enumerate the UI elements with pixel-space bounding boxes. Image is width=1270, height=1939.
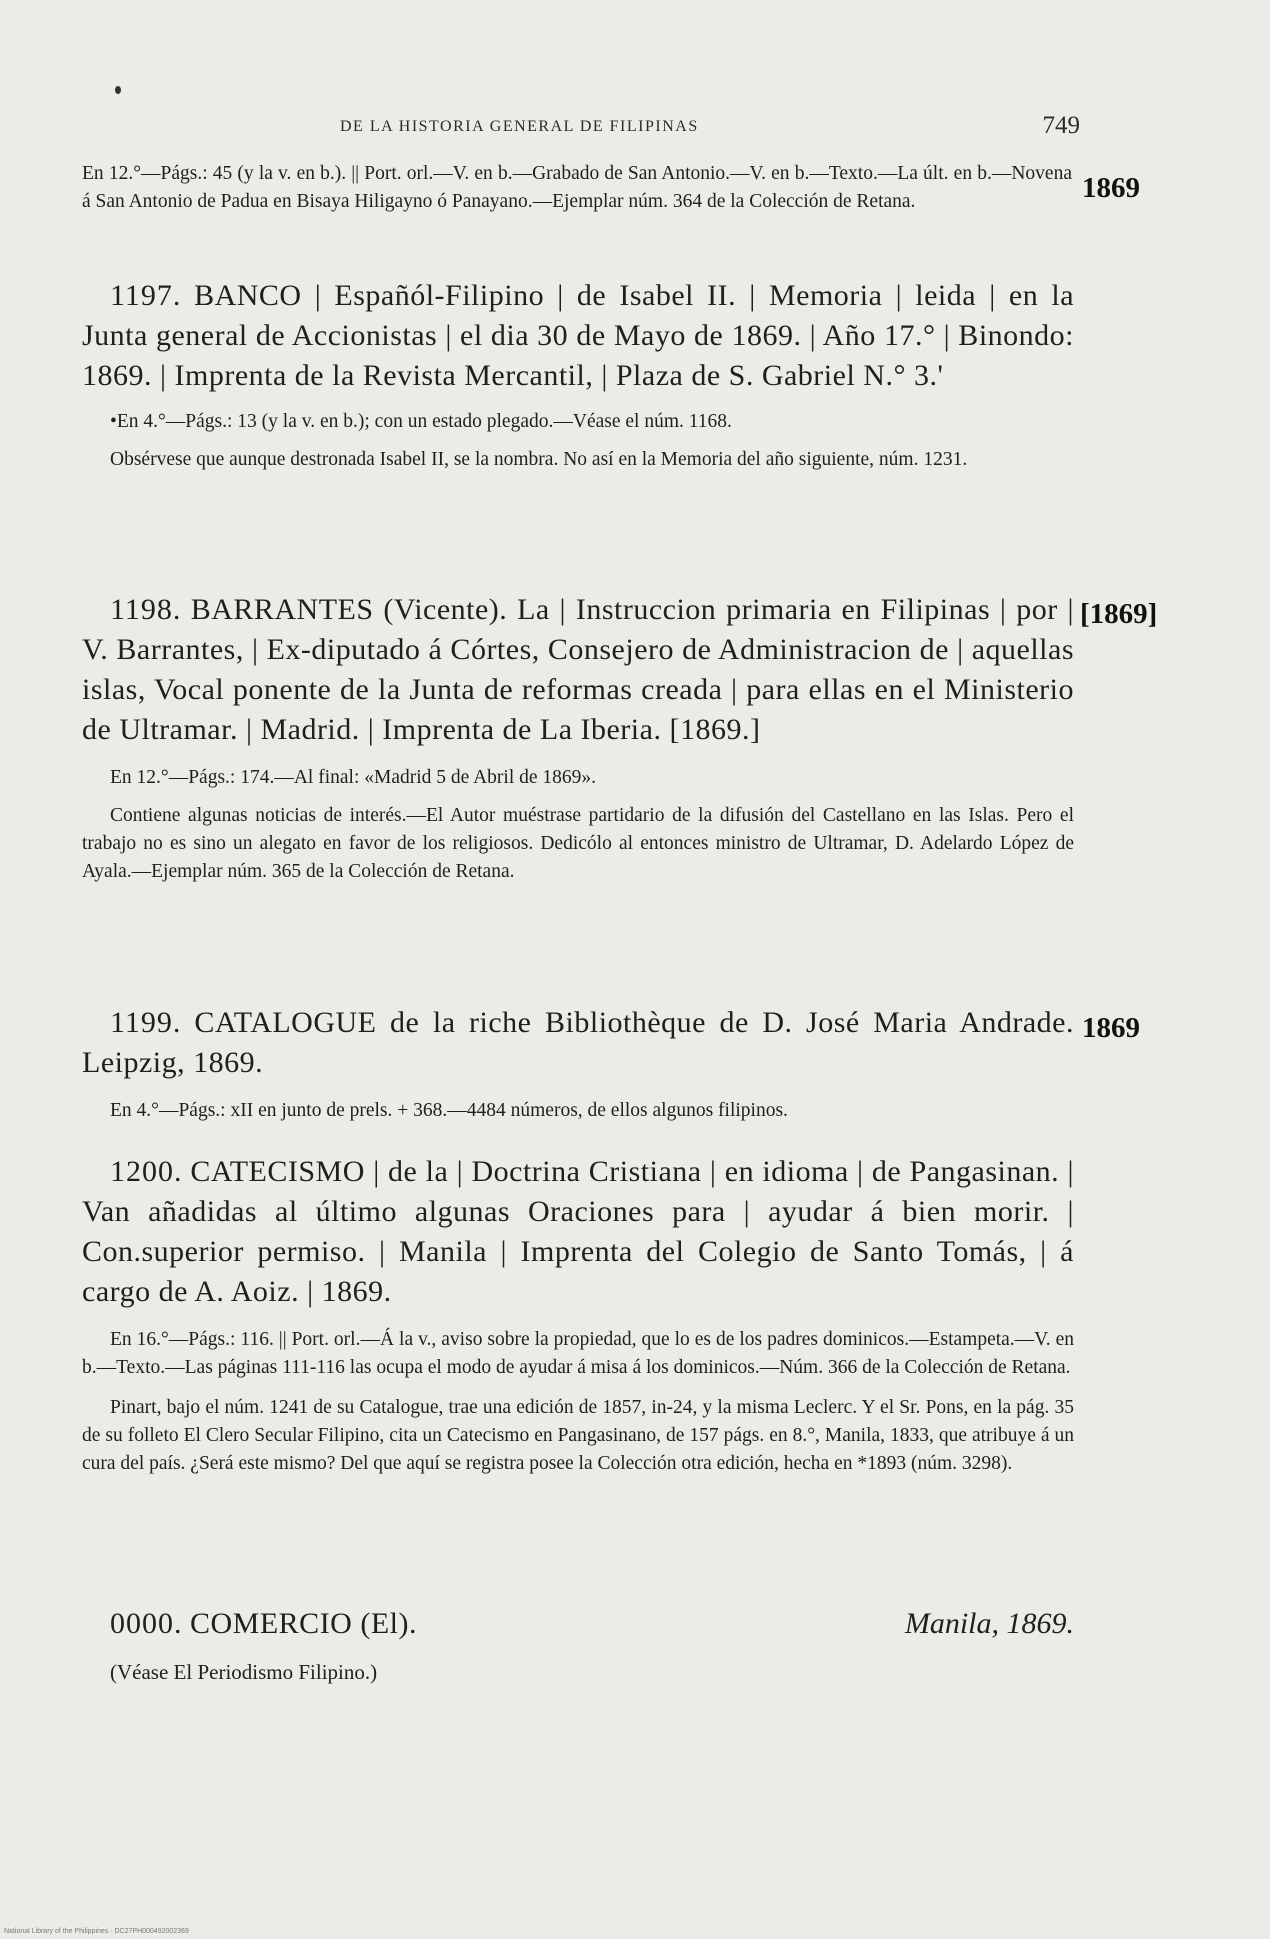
entry-number: 0000.	[110, 1607, 183, 1640]
running-head: DE LA HISTORIA GENERAL DE FILIPINAS	[340, 118, 699, 135]
entry-place-date: Manila, 1869.	[904, 1607, 1074, 1640]
entry-title-text: BARRANTES (Vicente). La | Instruccion primaria en Filipinas | por | V. Barrantes, | Ex-diputado á Córtes, Consejero de Administracion de | aquellas islas, Vocal ponente de la Junta de reformas creada | para ellas en el Ministerio de Ultramar. | Madrid. | Imprenta de La Iberia. [1869.]	[82, 593, 1074, 746]
entry-title-text: CATALOGUE de la riche Bibliothèque de D. José Maria Andrade. Leipzig, 1869.	[82, 1006, 1074, 1079]
top-note: En 12.°—Págs.: 45 (y la v. en b.). || Port. orl.—V. en b.—Grabado de San Antonio.—V. en b.—Texto.—La últ. en b.—Novena á San Antonio de Padua en Bisaya Hiligayno ó Panayano.—Ejemplar núm. 364 de la Colección de Retana.	[82, 163, 1072, 212]
entry-note: Pinart, bajo el núm. 1241 de su Catalogue, trae una edición de 1857, in-24, y la misma Leclerc. Y el Sr. Pons, en la pág. 35 de su folleto El Clero Secular Filipino, cita un Catecismo en Pangasinano, de 157 págs. en 8.°, Manila, 1833, que atribuye á un cura del país. ¿Será este mismo? Del que aquí se registra posee la Colección otra edición, hecha en *1893 (núm. 3298).	[82, 1397, 1074, 1474]
entry-note: Contiene algunas noticias de interés.—El Autor muéstrase partidario de la difusión del Castellano en las Islas. Pero el trabajo no es sino un alegato en favor de los religiosos. Dedicólo al entonces ministro de Ultramar, D. Adelardo López de Ayala.—Ejemplar núm. 365 de la Colección de Retana.	[82, 805, 1074, 882]
entry-1199	[82, 1003, 1074, 1125]
entry-1198	[82, 590, 1074, 886]
entry-year: 1869	[1082, 1012, 1140, 1044]
entry-title	[82, 276, 1074, 396]
top-note-block	[82, 160, 1072, 216]
entry-1197	[82, 276, 1074, 474]
entry-title	[82, 1152, 1074, 1312]
page-header	[80, 112, 1080, 152]
top-year: 1869	[1082, 172, 1140, 204]
entry-title-text: BANCO | Españól-Filipino | de Isabel II. | Memoria | leida | en la Junta general de Accionistas | el dia 30 de Mayo de 1869. | Año 17.° | Binondo: 1869. | Imprenta de la Revista Mercantil, | Plaza de S. Gabriel N.° 3.'	[82, 279, 1075, 392]
entry-note: En 4.°—Págs.: xII en junto de prels. + 368.—4484 números, de ellos algunos filipinos.	[110, 1100, 788, 1121]
entry-note: •En 4.°—Págs.: 13 (y la v. en b.); con un estado plegado.—Véase el núm. 1168.	[110, 411, 732, 432]
entry-title	[82, 1604, 1074, 1644]
entry-note: Obsérvese que aunque destronada Isabel II, se la nombra. No así en la Memoria del año siguiente, núm. 1231.	[110, 449, 968, 470]
entry-number: 1200.	[110, 1155, 183, 1188]
entry-title	[82, 1003, 1074, 1083]
entry-number: 1197.	[110, 279, 182, 312]
footer-credit: National Library of the Philippines · DC27PH000492002369	[4, 1928, 189, 1935]
entry-note: En 16.°—Págs.: 116. || Port. orl.—Á la v., aviso sobre la propiedad, que lo es de los padres dominicos.—Estampeta.—V. en b.—Texto.—Las páginas 111-116 las ocupa el modo de ayudar á misa á los dominicos.—Núm. 366 de la Colección de Retana.	[82, 1329, 1074, 1378]
entry-number: 1199.	[110, 1006, 182, 1039]
entry-title	[82, 590, 1074, 750]
entry-note: En 12.°—Págs.: 174.—Al final: «Madrid 5 de Abril de 1869».	[110, 767, 597, 788]
entry-1200	[82, 1152, 1074, 1478]
entry-title-text: CATECISMO | de la | Doctrina Cristiana | en idioma | de Pangasinan. | Van añadidas al último algunas Oraciones para | ayudar á bien morir. | Con.superior permiso. | Manila | Imprenta del Colegio de Santo Tomás, | á cargo de A. Aoiz. | 1869.	[82, 1155, 1075, 1308]
entry-see-also: (Véase El Periodismo Filipino.)	[110, 1660, 378, 1684]
entry-title-text: COMERCIO (El).	[190, 1607, 417, 1640]
entry-year: [1869]	[1080, 598, 1158, 630]
entry-0000	[82, 1604, 1074, 1686]
entry-number: 1198.	[110, 593, 182, 626]
entry-title-left	[110, 1604, 417, 1644]
ink-speck	[115, 86, 121, 94]
page-number: 749	[1042, 112, 1080, 139]
